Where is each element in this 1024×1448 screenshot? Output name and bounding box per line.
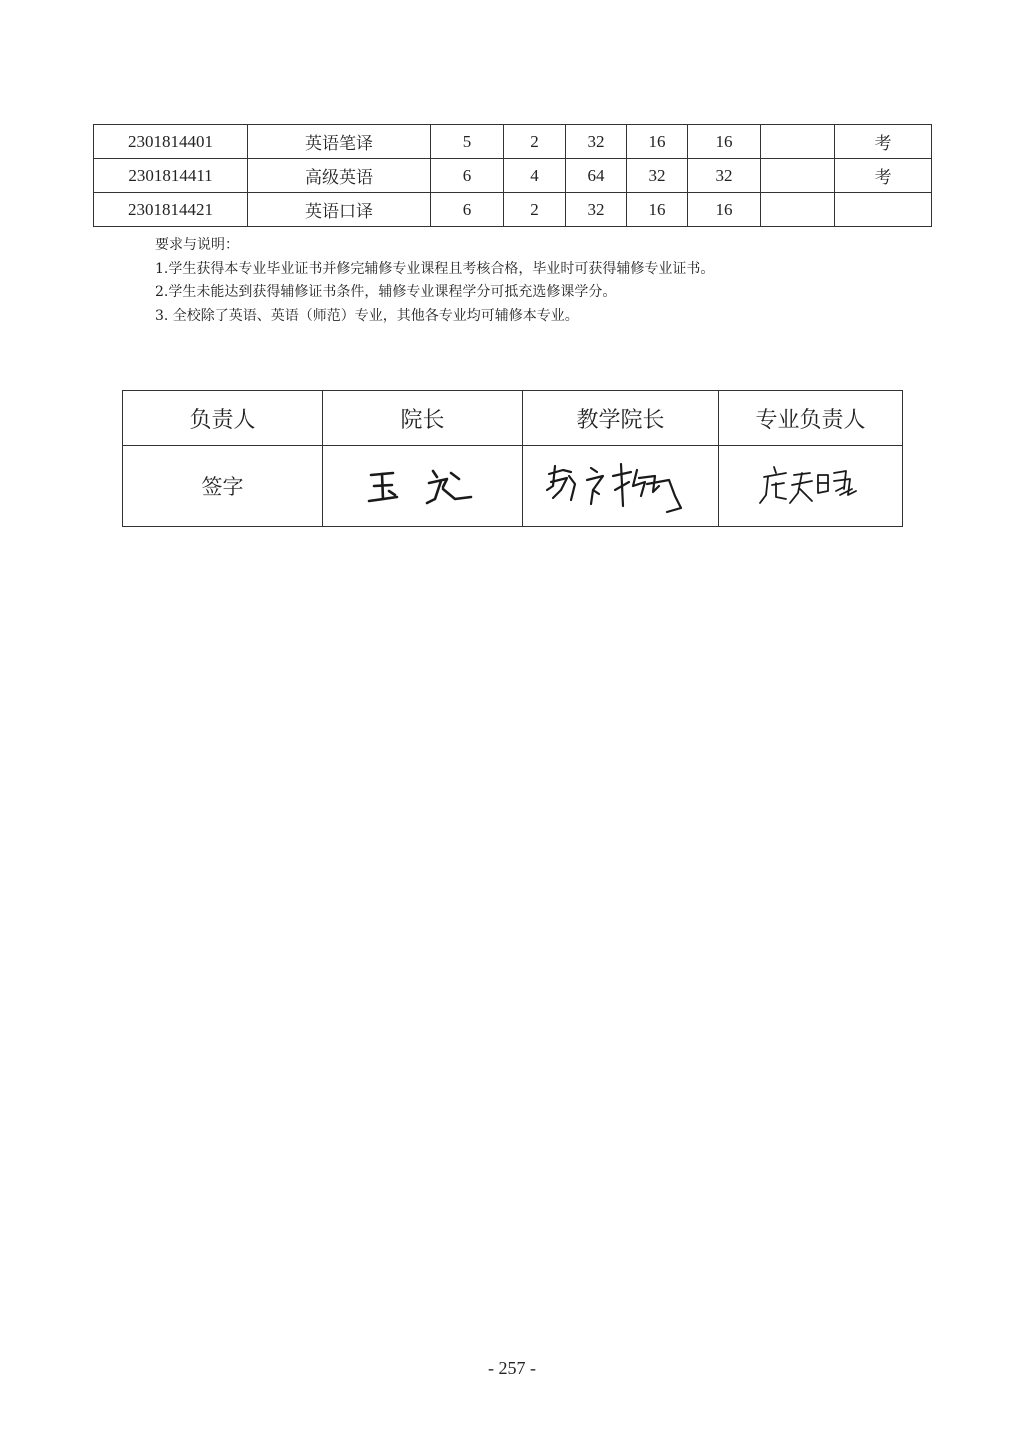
credits-cell: 2 [504, 193, 566, 227]
sign-label: 签字 [123, 446, 323, 527]
signature-row [123, 446, 903, 527]
header-dean: 院长 [323, 391, 523, 446]
course-name-cell: 英语笔译 [248, 125, 431, 159]
table-row [94, 125, 932, 159]
header-teaching-dean: 教学院长 [523, 391, 719, 446]
practice-hours-cell: 16 [688, 193, 761, 227]
course-code-cell: 2301814401 [94, 125, 248, 159]
extra-column-cell [761, 193, 835, 227]
header-program-head: 专业负责人 [719, 391, 903, 446]
lecture-hours-cell: 32 [627, 159, 688, 193]
course-name-cell: 高级英语 [248, 159, 431, 193]
lecture-hours-cell: 16 [627, 193, 688, 227]
signature-header-row [123, 391, 903, 446]
total-hours-cell: 64 [566, 159, 627, 193]
header-person-in-charge: 负责人 [123, 391, 323, 446]
practice-hours-cell: 16 [688, 125, 761, 159]
handwritten-signature-teaching-dean [541, 456, 701, 516]
note-item-1: 1.学生获得本专业毕业证书并修完辅修专业课程且考核合格，毕业时可获得辅修专业证书。 [155, 260, 715, 277]
practice-hours-cell: 32 [688, 159, 761, 193]
signature-table [122, 390, 903, 527]
lecture-hours-cell: 16 [627, 125, 688, 159]
semester-cell: 5 [431, 125, 504, 159]
table-row [94, 159, 932, 193]
signature-dean [323, 446, 523, 527]
table-row [94, 193, 932, 227]
note-item-3: 3. 全校除了英语、英语（师范）专业，其他各专业均可辅修本专业。 [155, 307, 579, 324]
notes-heading: 要求与说明： [155, 237, 239, 253]
handwritten-signature-dean [363, 461, 483, 511]
credits-cell: 2 [504, 125, 566, 159]
signature-teaching-dean [523, 446, 719, 527]
total-hours-cell: 32 [566, 125, 627, 159]
handwritten-signature-program-head [756, 461, 866, 511]
course-code-cell: 2301814421 [94, 193, 248, 227]
course-table [93, 124, 932, 227]
total-hours-cell: 32 [566, 193, 627, 227]
credits-cell: 4 [504, 159, 566, 193]
page-number: - 257 - [488, 1358, 536, 1378]
assessment-cell: 考 [835, 159, 932, 193]
assessment-cell [835, 193, 932, 227]
semester-cell: 6 [431, 193, 504, 227]
signature-program-head [719, 446, 903, 527]
extra-column-cell [761, 159, 835, 193]
note-item-2: 2.学生未能达到获得辅修证书条件，辅修专业课程学分可抵充选修课学分。 [155, 284, 617, 300]
course-name-cell: 英语口译 [248, 193, 431, 227]
extra-column-cell [761, 125, 835, 159]
assessment-cell: 考 [835, 125, 932, 159]
notes [155, 234, 915, 328]
course-code-cell: 2301814411 [94, 159, 248, 193]
semester-cell: 6 [431, 159, 504, 193]
